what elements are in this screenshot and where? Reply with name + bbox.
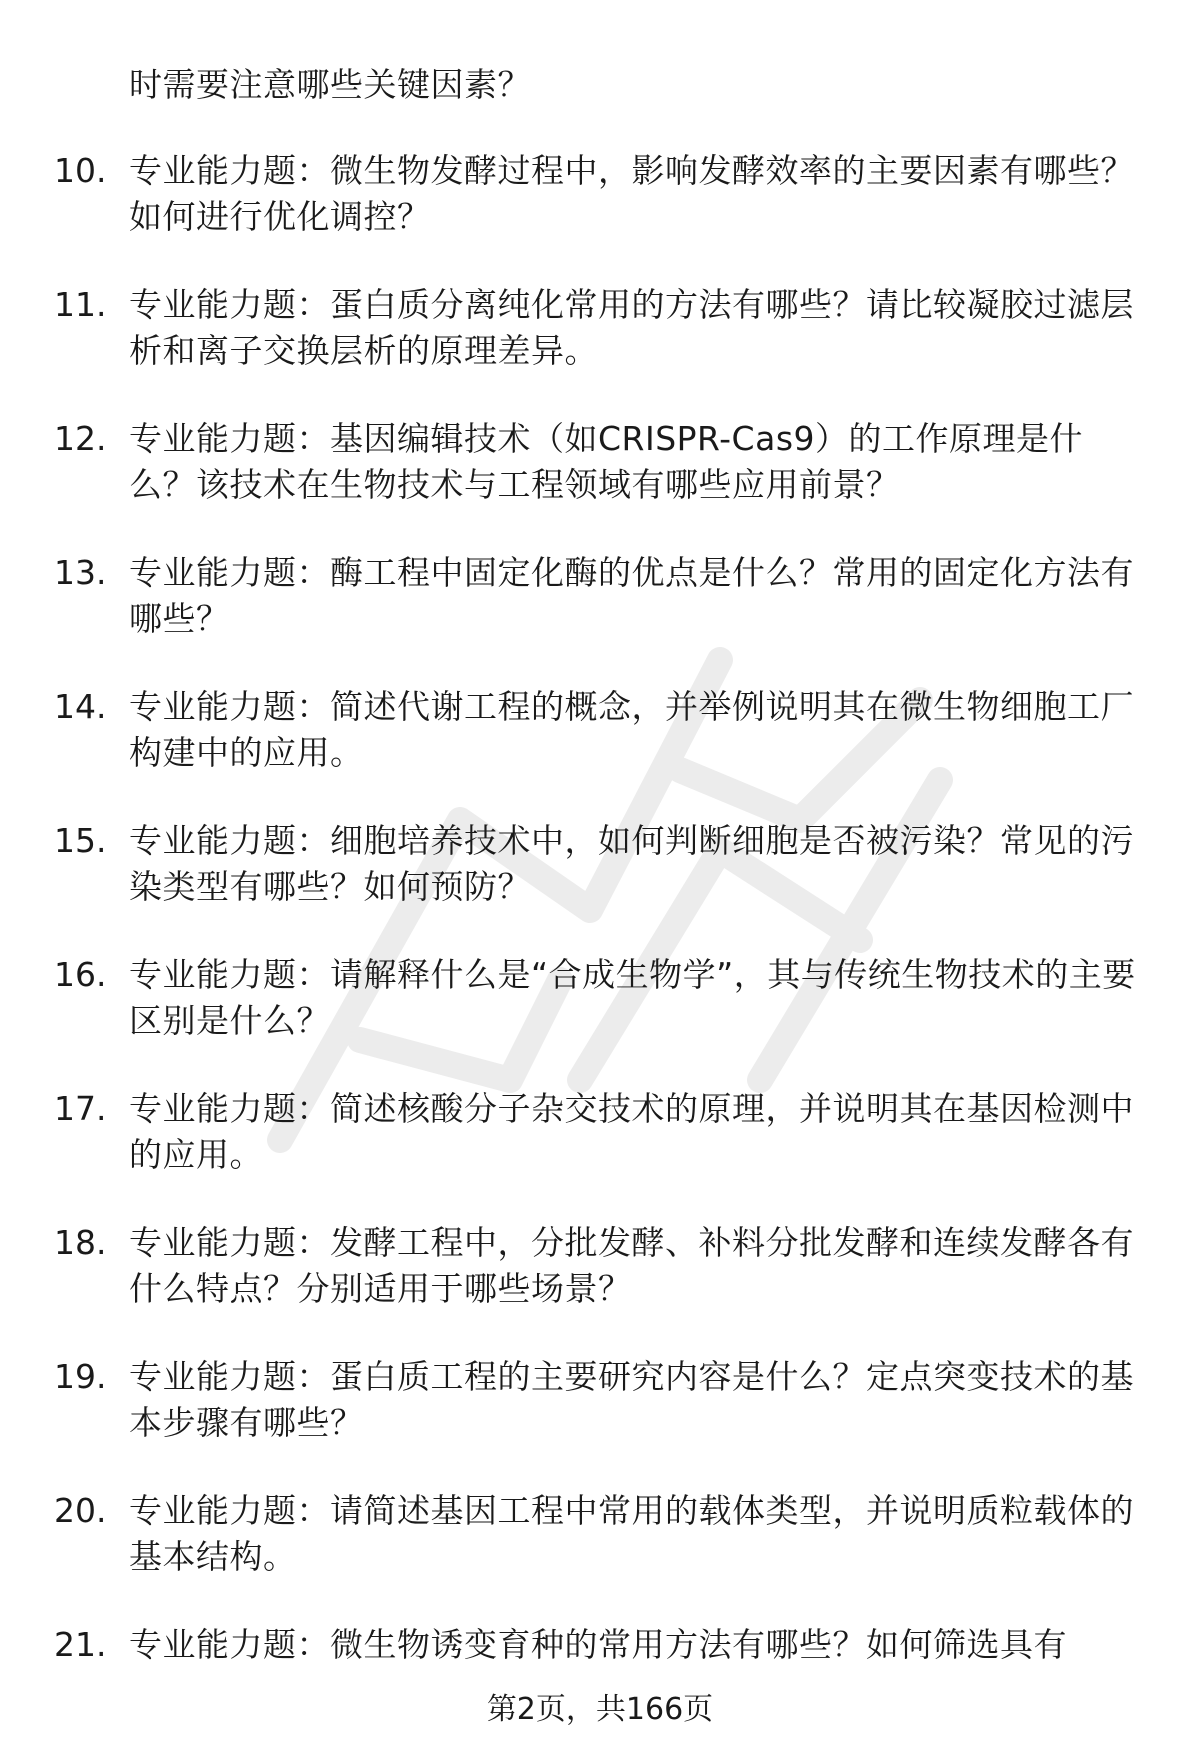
page-footer: 第2页，共166页 bbox=[486, 1692, 714, 1727]
question-text: 专业能力题：微生物诱变育种的常用方法有哪些？如何筛选具有 bbox=[129, 1625, 1067, 1664]
list-item bbox=[0, 1354, 1200, 1488]
question-text: 专业能力题：简述核酸分子杂交技术的原理，并说明其在基因检测中的应用。 bbox=[129, 1089, 1134, 1174]
question-text: 专业能力题：简述代谢工程的概念，并举例说明其在微生物细胞工厂构建中的应用。 bbox=[129, 687, 1134, 772]
question-text: 专业能力题：细胞培养技术中，如何判断细胞是否被污染？常见的污染类型有哪些？如何预防？ bbox=[129, 821, 1134, 906]
list-item bbox=[0, 416, 1200, 550]
list-item bbox=[0, 1622, 1200, 1756]
list-item bbox=[0, 1488, 1200, 1622]
question-number: 14. bbox=[54, 687, 107, 726]
question-list bbox=[0, 148, 1200, 1756]
question-text: 专业能力题：请解释什么是“合成生物学”，其与传统生物技术的主要区别是什么？ bbox=[129, 955, 1136, 1040]
question-text: 专业能力题：发酵工程中，分批发酵、补料分批发酵和连续发酵各有什么特点？分别适用于哪些场景？ bbox=[129, 1223, 1134, 1308]
list-item bbox=[0, 282, 1200, 416]
question-number: 13. bbox=[54, 553, 107, 592]
question-number: 15. bbox=[54, 821, 107, 860]
list-item bbox=[0, 148, 1200, 282]
question-number: 20. bbox=[54, 1491, 107, 1530]
question-text: 专业能力题：蛋白质分离纯化常用的方法有哪些？请比较凝胶过滤层析和离子交换层析的原理差异。 bbox=[129, 285, 1134, 370]
question-number: 12. bbox=[54, 419, 107, 458]
list-item bbox=[0, 818, 1200, 952]
list-item bbox=[0, 1220, 1200, 1354]
question-number: 16. bbox=[54, 955, 107, 994]
question-number: 10. bbox=[54, 151, 107, 190]
list-item bbox=[0, 684, 1200, 818]
question-number: 19. bbox=[54, 1357, 107, 1396]
question-number: 18. bbox=[54, 1223, 107, 1262]
continuation-text: 时需要注意哪些关键因素？ bbox=[129, 65, 531, 104]
question-text: 专业能力题：酶工程中固定化酶的优点是什么？常用的固定化方法有哪些？ bbox=[129, 553, 1134, 638]
question-number: 11. bbox=[54, 285, 107, 324]
question-text: 专业能力题：请简述基因工程中常用的载体类型，并说明质粒载体的基本结构。 bbox=[129, 1491, 1134, 1576]
question-number: 21. bbox=[54, 1625, 107, 1664]
question-text: 专业能力题：基因编辑技术（如CRISPR-Cas9）的工作原理是什么？该技术在生物技术与工程领域有哪些应用前景？ bbox=[129, 419, 1084, 504]
list-item bbox=[0, 550, 1200, 684]
question-number: 17. bbox=[54, 1089, 107, 1128]
list-item bbox=[0, 1086, 1200, 1220]
question-text: 专业能力题：蛋白质工程的主要研究内容是什么？定点突变技术的基本步骤有哪些？ bbox=[129, 1357, 1134, 1442]
question-text: 专业能力题：微生物发酵过程中，影响发酵效率的主要因素有哪些？如何进行优化调控？ bbox=[129, 151, 1134, 236]
list-item bbox=[0, 952, 1200, 1086]
